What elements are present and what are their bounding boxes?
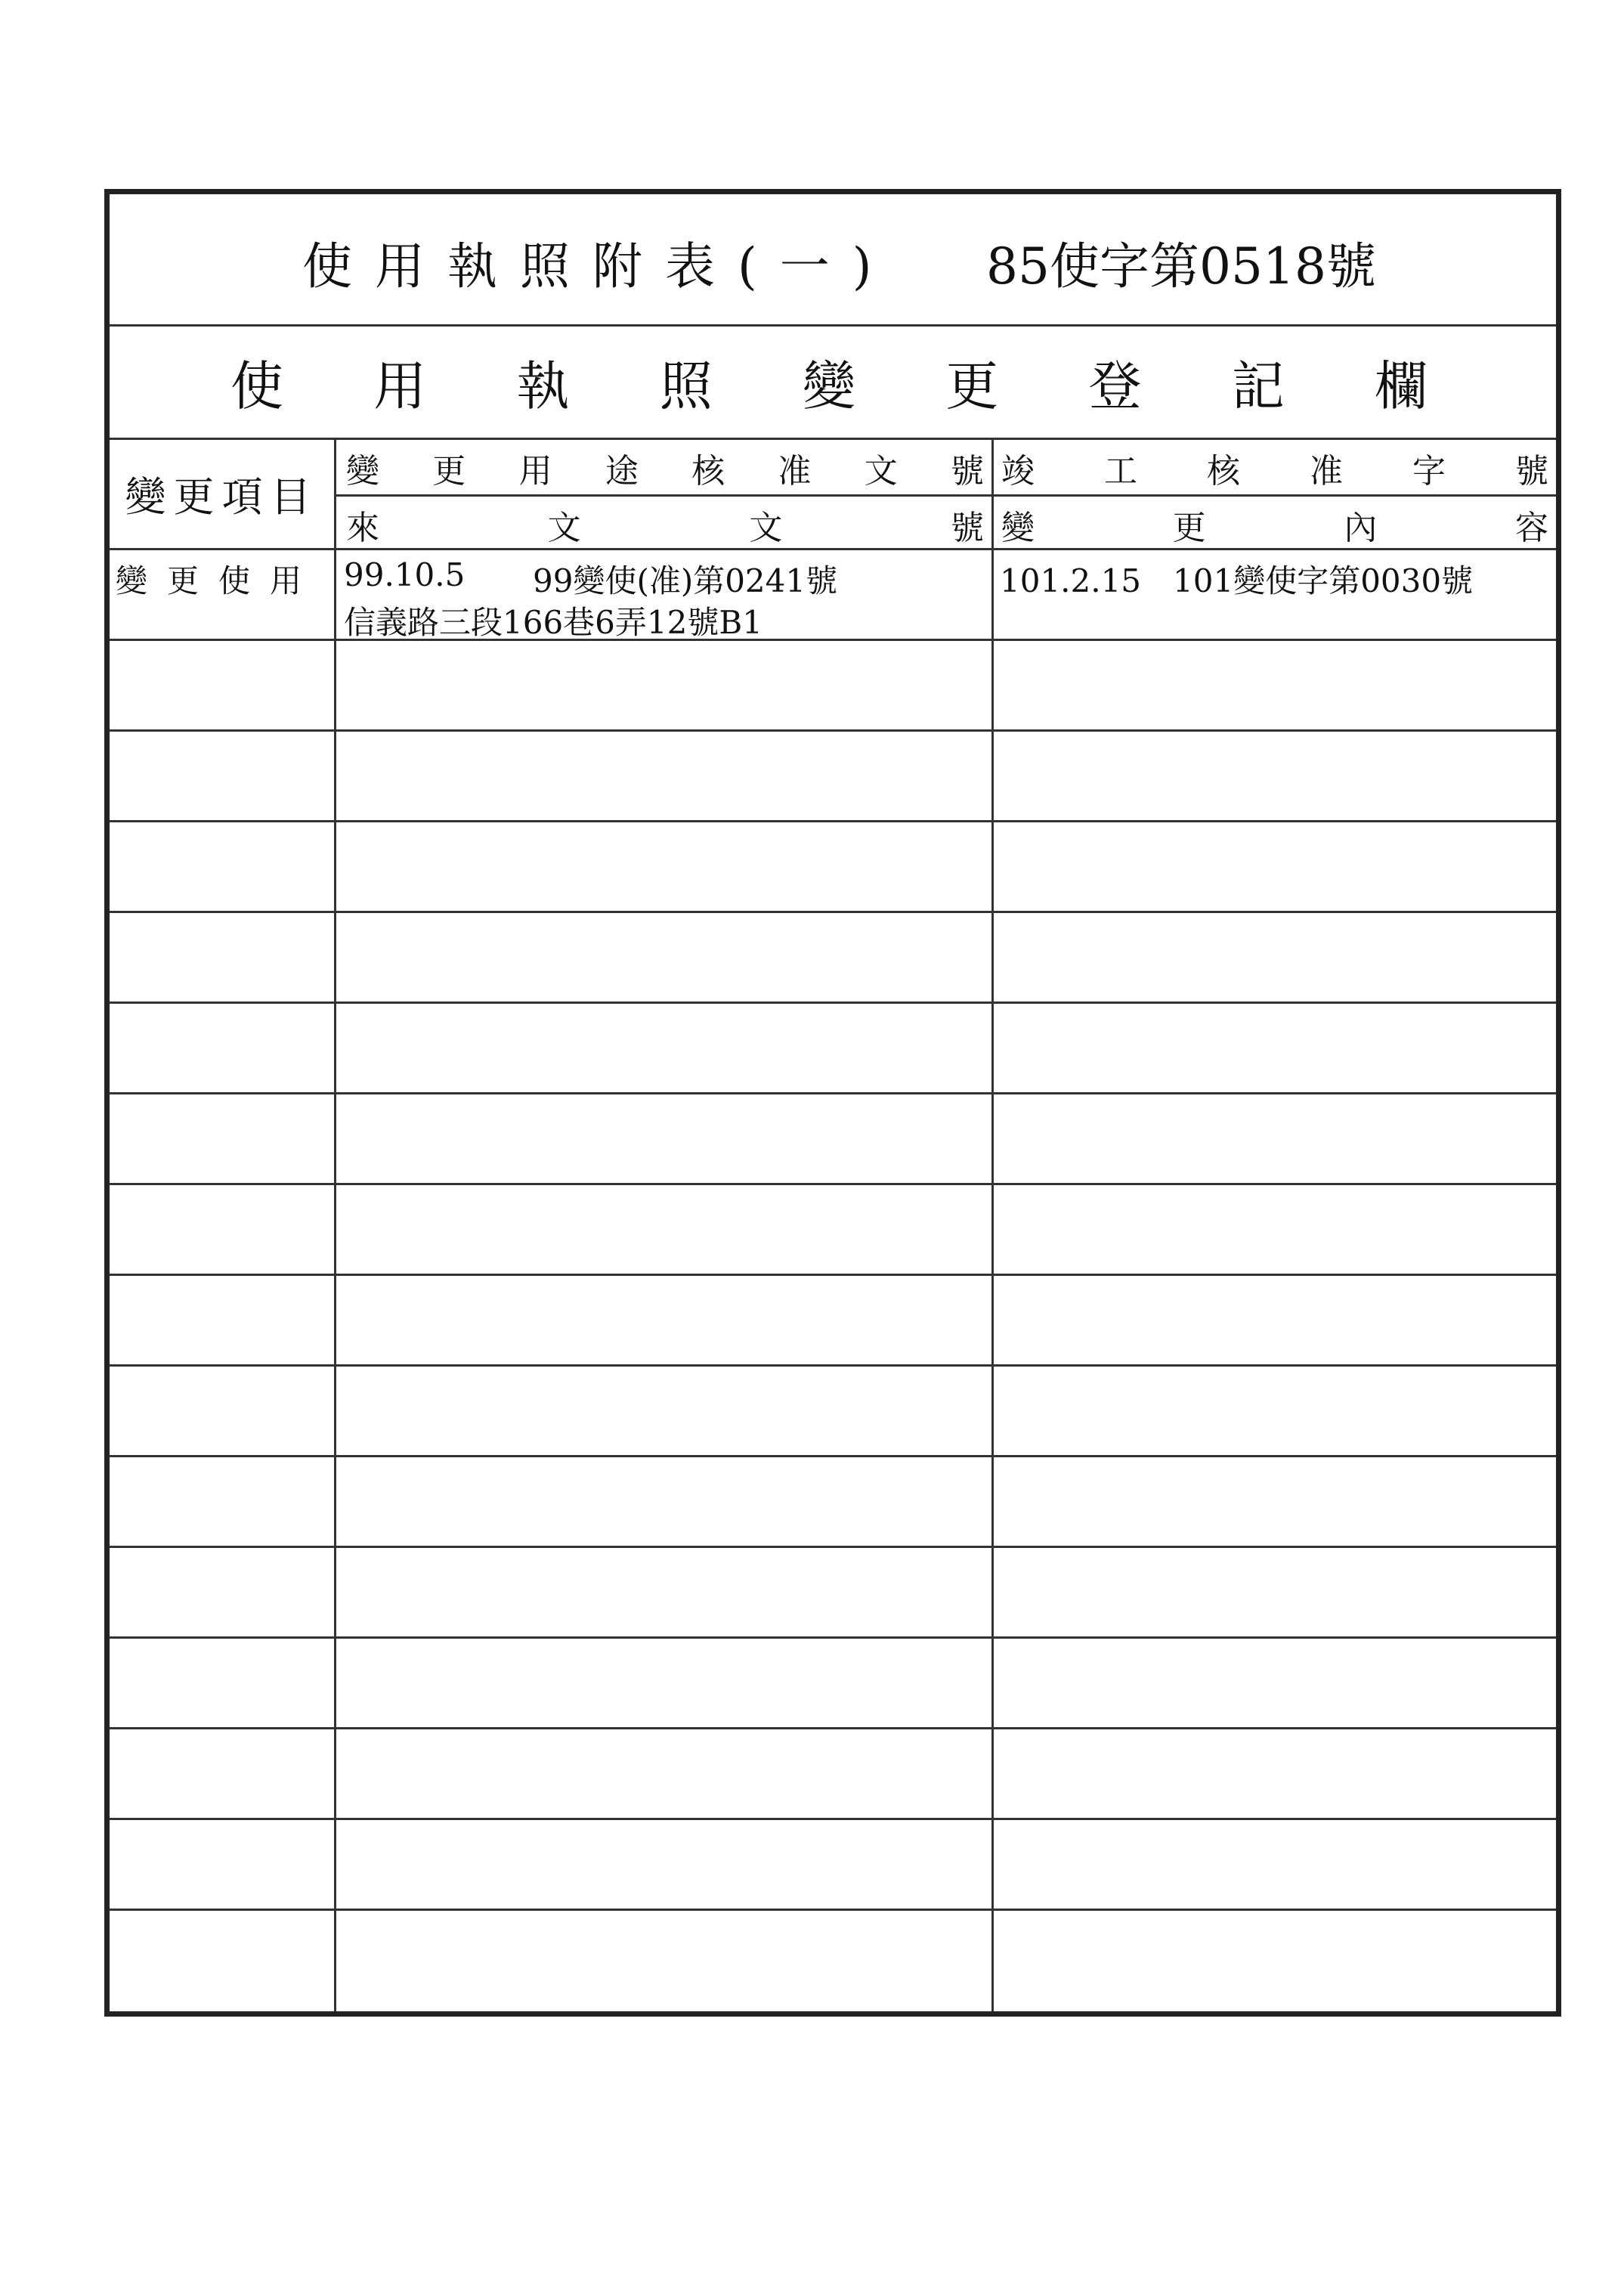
subtitle-char: 欄 bbox=[1375, 355, 1428, 417]
header-char: 容 bbox=[1514, 508, 1548, 547]
subtitle-char: 用 bbox=[373, 355, 427, 417]
approval-doc-header bbox=[339, 440, 991, 495]
table-row bbox=[110, 641, 1556, 732]
header-char: 准 bbox=[1310, 451, 1343, 491]
header-char: 文 bbox=[547, 508, 581, 547]
form-title: 使用執照附表(一) bbox=[302, 237, 895, 296]
table-row bbox=[110, 1548, 1556, 1639]
table-row bbox=[110, 1094, 1556, 1185]
header-char: 號 bbox=[950, 508, 984, 547]
header-char: 文 bbox=[749, 508, 783, 547]
header-char: 變 bbox=[1001, 508, 1035, 547]
item-column-header: 變更項目 bbox=[110, 440, 336, 548]
table-row bbox=[110, 550, 1556, 641]
header-char: 准 bbox=[778, 451, 812, 491]
table-row bbox=[110, 732, 1556, 822]
header-char: 變 bbox=[346, 451, 379, 491]
subtitle-char: 照 bbox=[659, 355, 713, 417]
header-char: 途 bbox=[605, 451, 639, 491]
table-row bbox=[110, 1911, 1556, 2011]
subtitle bbox=[110, 327, 1556, 440]
table-row bbox=[110, 913, 1556, 1004]
header-char: 號 bbox=[950, 451, 984, 491]
table-row bbox=[110, 1004, 1556, 1094]
header-char: 號 bbox=[1515, 451, 1548, 491]
title-row bbox=[110, 194, 1556, 327]
header-char: 內 bbox=[1344, 508, 1378, 547]
table-row bbox=[110, 1367, 1556, 1457]
header-char: 字 bbox=[1412, 451, 1446, 491]
subtitle-char: 更 bbox=[945, 355, 999, 417]
table-row bbox=[110, 1639, 1556, 1729]
table-body bbox=[110, 550, 1556, 2011]
header-char: 用 bbox=[518, 451, 552, 491]
subtitle-char: 登 bbox=[1088, 355, 1142, 417]
incoming-doc-header bbox=[339, 497, 991, 552]
subtitle-char: 變 bbox=[803, 355, 855, 417]
entry-completion: 101.2.15 101變使字第0030號 bbox=[1000, 562, 1474, 599]
table-row bbox=[110, 822, 1556, 913]
change-content-header bbox=[994, 497, 1556, 552]
entry-approval-no: 99變使(准)第0241號 bbox=[533, 562, 838, 599]
header-char: 來 bbox=[346, 508, 379, 547]
table-row bbox=[110, 1276, 1556, 1367]
header-char: 核 bbox=[1207, 451, 1240, 491]
register-form bbox=[104, 189, 1561, 2017]
table-header bbox=[110, 440, 1556, 550]
subtitle-char: 記 bbox=[1231, 355, 1285, 417]
table-row bbox=[110, 1185, 1556, 1276]
entry-approval-date: 99.10.5 bbox=[344, 556, 466, 593]
entry-item: 變更使用 bbox=[116, 562, 322, 599]
header-char: 更 bbox=[1172, 508, 1206, 547]
license-number: 85使字第0518號 bbox=[986, 237, 1376, 296]
header-char: 竣 bbox=[1001, 451, 1035, 491]
subtitle-char: 使 bbox=[230, 355, 283, 417]
entry-address: 信義路三段166巷6弄12號B1 bbox=[344, 604, 763, 641]
table-row bbox=[110, 1820, 1556, 1911]
header-char: 工 bbox=[1104, 451, 1137, 491]
completion-header bbox=[994, 440, 1556, 495]
subtitle-char: 執 bbox=[516, 355, 570, 417]
header-char: 核 bbox=[691, 451, 725, 491]
header-char: 文 bbox=[864, 451, 898, 491]
table-row bbox=[110, 1457, 1556, 1548]
table-row bbox=[110, 1729, 1556, 1820]
header-char: 更 bbox=[432, 451, 466, 491]
